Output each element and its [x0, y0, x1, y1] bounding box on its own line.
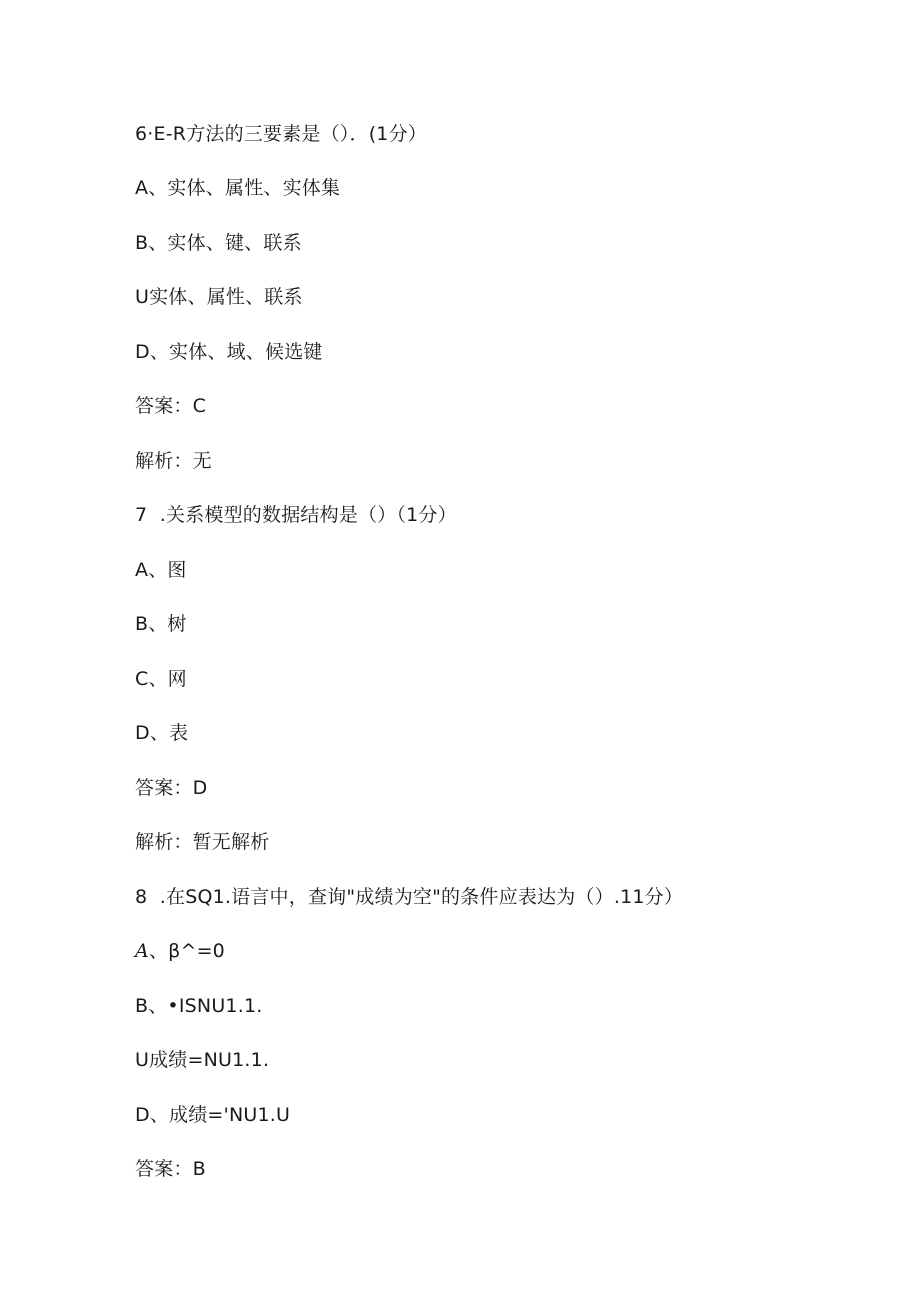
- question-6-option-c: U实体、属性、联系: [135, 286, 303, 308]
- question-6-option-a: A、实体、属性、实体集: [135, 177, 341, 199]
- question-7-option-d: D、表: [135, 722, 189, 744]
- question-8-option-a-text: 、β^=0: [148, 940, 225, 962]
- question-7-stem: 7 .关系模型的数据结构是（）（1分）: [135, 504, 457, 526]
- question-8-option-c: U成绩=NU1.1.: [135, 1049, 270, 1071]
- question-8-option-a: [135, 938, 225, 964]
- question-8-option-d: D、成绩='NU1.U: [135, 1104, 291, 1126]
- question-6-option-b: B、实体、键、联系: [135, 232, 302, 254]
- question-7-option-c: C、网: [135, 668, 187, 690]
- question-6-option-d: D、实体、域、候选键: [135, 341, 323, 363]
- question-6-stem: 6·E-R方法的三要素是（）．(1分）: [135, 123, 427, 145]
- question-7-option-a: A、图: [135, 559, 187, 581]
- question-8-answer: 答案：B: [135, 1158, 206, 1180]
- question-7-analysis: 解析：暂无解析: [135, 831, 270, 853]
- question-7-option-b: B、树: [135, 613, 187, 635]
- question-8-option-a-letter: A: [135, 940, 149, 962]
- question-7-answer: 答案：D: [135, 777, 208, 799]
- question-6-answer: 答案：C: [135, 395, 207, 417]
- question-8-stem: 8 .在SQ1.语言中，查询"成绩为空"的条件应表达为（）.11分）: [135, 886, 684, 908]
- question-8-option-b: B、•ISNU1.1.: [135, 995, 263, 1017]
- question-6-analysis: 解析：无: [135, 450, 212, 472]
